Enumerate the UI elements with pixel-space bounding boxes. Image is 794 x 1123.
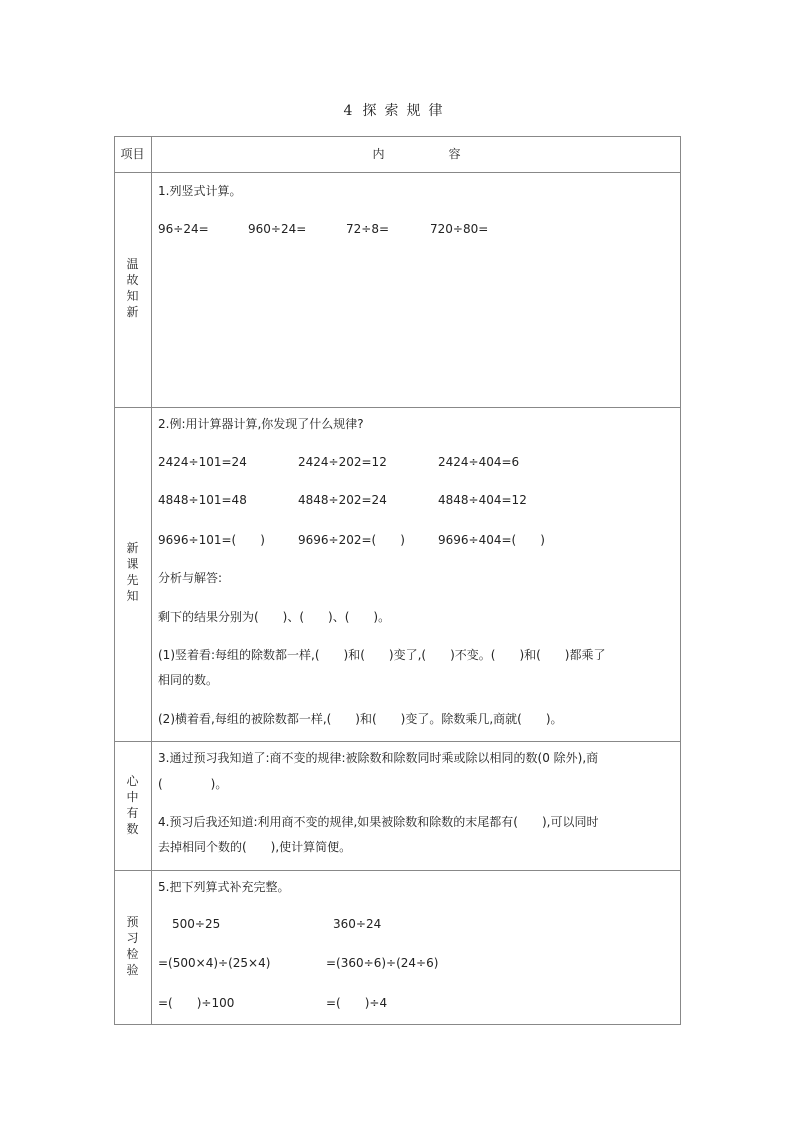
question-1: 1.列竖式计算。 [158,184,242,198]
observation-2: (2)横着看,每组的被除数都一样,( )和( )变了。除数乘几,商就( )。 [158,712,563,726]
question-4-cont: 去掉相同个数的( ),使计算简便。 [158,840,352,854]
table-row-divider [114,870,681,871]
table-row-divider [114,172,681,173]
section-label-check: 预 习 检 验 [126,915,139,977]
equation-blank: =( )÷4 [326,996,388,1010]
question-4: 4.预习后我还知道:利用商不变的规律,如果被除数和除数的末尾都有( ),可以同时 [158,815,599,829]
question-3-cont: ( )。 [158,777,228,791]
equation: 4848÷202=24 [298,493,387,507]
remaining-results: 剩下的结果分别为( )、( )、( )。 [158,610,391,624]
table-border-bottom [114,1024,681,1025]
equation: =(360÷6)÷(24÷6) [326,956,439,970]
question-3: 3.通过预习我知道了:商不变的规律:被除数和除数同时乘或除以相同的数(0 除外),商 [158,751,599,765]
observation-1: (1)竖着看:每组的除数都一样,( )和( )变了,( )不变。( )和( )都乘了 [158,648,606,662]
equation: 360÷24 [333,917,382,931]
observation-1-cont: 相同的数。 [158,673,219,687]
equation: 500÷25 [172,917,221,931]
section-label-preview: 新 课 先 知 [126,541,139,603]
table-column-divider [151,136,152,1025]
table-row-divider [114,407,681,408]
section-label-review: 温 故 知 新 [126,257,139,319]
expression: 72÷8= [346,222,390,236]
table-border-right [680,136,681,1025]
lesson-number: 4 [343,103,353,119]
table-row-divider [114,741,681,742]
header-item: 项目 [120,147,145,161]
equation-blank: 9696÷404=( ) [438,533,545,547]
expression: 960÷24= [248,222,307,236]
equation: 4848÷404=12 [438,493,527,507]
equation: 2424÷404=6 [438,455,520,469]
lesson-title: 探索规律 [362,103,451,119]
equation: 2424÷101=24 [158,455,247,469]
analysis-heading: 分析与解答: [158,571,223,585]
expression: 720÷80= [430,222,489,236]
equation-blank: 9696÷101=( ) [158,533,265,547]
equation: =(500×4)÷(25×4) [158,956,271,970]
question-5: 5.把下列算式补充完整。 [158,880,290,894]
section-label-summary: 心 中 有 数 [126,774,139,836]
equation-blank: =( )÷100 [158,996,235,1010]
question-2: 2.例:用计算器计算,你发现了什么规律? [158,417,364,431]
equation: 2424÷202=12 [298,455,387,469]
expression: 96÷24= [158,222,209,236]
equation-blank: 9696÷202=( ) [298,533,405,547]
header-content: 内 容 [372,147,487,161]
equation: 4848÷101=48 [158,493,247,507]
